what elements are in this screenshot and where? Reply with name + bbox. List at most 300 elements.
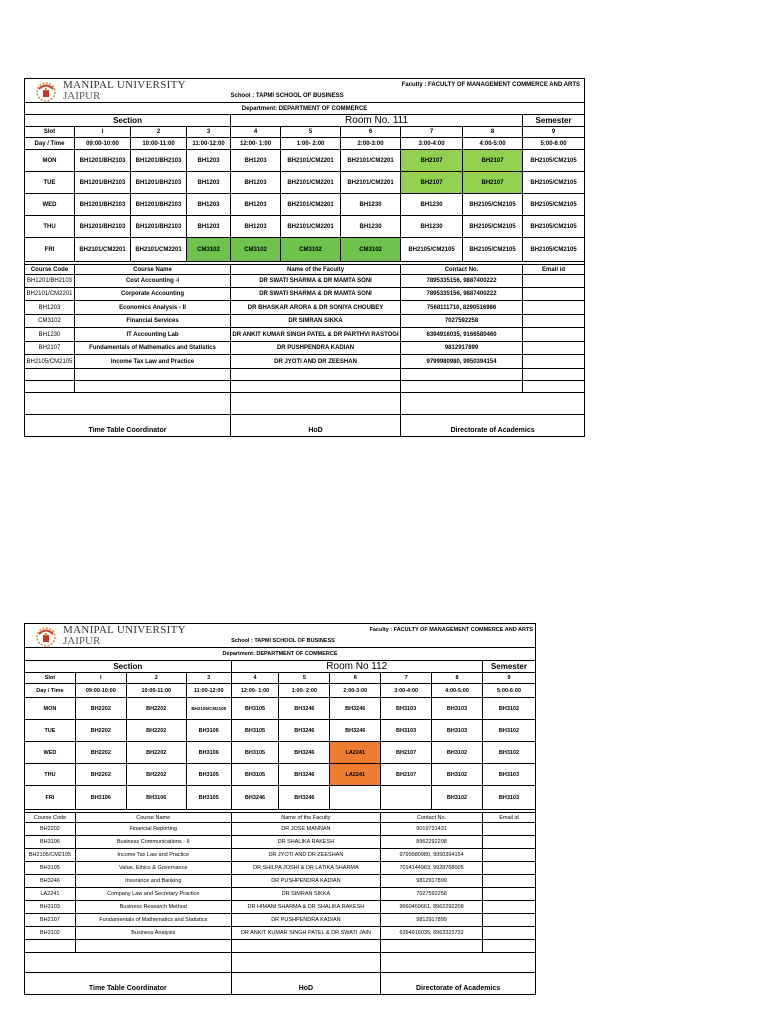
day-name: MON — [25, 150, 75, 172]
contact-header: Contact No. — [381, 813, 483, 823]
course-name: Business Research Method — [75, 901, 231, 914]
contact-number: 7568111710, 8290516986 — [401, 301, 523, 315]
email-id — [523, 301, 585, 315]
contact-number: 6394916035, 8963323732 — [381, 927, 483, 940]
slot-cell: BH2107 — [381, 742, 432, 764]
slot-cell: BH2105/CM2105 — [463, 216, 523, 238]
slot-cell: BH3102 — [432, 786, 483, 810]
slot-number: 8 — [432, 673, 483, 684]
email-id — [482, 836, 535, 849]
section-label: Section — [25, 661, 232, 673]
university-campus: JAIPUR — [63, 634, 101, 647]
section-label: Section — [25, 115, 231, 127]
slot-cell: BH2107 — [463, 172, 523, 194]
slot-cell: BH3105 — [186, 786, 231, 810]
course-code: BH2202 — [25, 823, 76, 836]
slot-cell: BH1230 — [401, 216, 463, 238]
course-code: BH2101/CM2201 — [25, 288, 75, 301]
signature-box — [381, 953, 536, 973]
slot-cell: BH3246 — [279, 742, 330, 764]
slot-cell: BH3102 — [482, 720, 535, 742]
email-header: Email id — [482, 813, 535, 823]
timetable-coordinator-signature: Time Table Coordinator — [25, 973, 232, 995]
slot-cell: BH3246 — [231, 786, 279, 810]
time-slot: 11:00-12:00 — [187, 138, 231, 150]
university-logo-cell — [25, 624, 232, 648]
slot-cell: BH3103 — [432, 698, 483, 720]
slot-cell: BH3105 — [231, 698, 279, 720]
slot-cell: BH3103 — [482, 764, 535, 786]
contact-number: 9660469661, 8962292208 — [381, 901, 483, 914]
slot-cell: BH2101/CM2201 — [341, 172, 401, 194]
slot-number: 2 — [126, 673, 186, 684]
day-name: FRI — [25, 238, 75, 262]
email-id — [482, 862, 535, 875]
email-id — [523, 328, 585, 342]
contact-header: Contact No. — [401, 265, 523, 275]
slot-cell: BH3106 — [186, 742, 231, 764]
university-name: MANIPAL UNIVERSITY — [63, 78, 186, 91]
time-slot: 12:00- 1:00 — [231, 138, 281, 150]
school-title: School : TAPMI SCHOOL OF BUSINESS — [231, 638, 335, 645]
slot-cell: BH3105 — [231, 742, 279, 764]
signature-row — [25, 973, 536, 995]
university-logo — [25, 625, 231, 647]
course-row — [25, 927, 536, 940]
course-name: Business Communications - II — [75, 836, 231, 849]
time-slot: 12:00- 1:00 — [231, 684, 279, 698]
slot-number: 5 — [279, 673, 330, 684]
directorate-signature: Directorate of Academics — [381, 973, 536, 995]
email-id — [523, 275, 585, 288]
time-slot: 09:00-10:00 — [75, 138, 131, 150]
slot-cell: BH3102 — [432, 742, 483, 764]
email-id — [482, 849, 535, 862]
contact-number: 9019731431 — [381, 823, 483, 836]
time-slot: 2:00-3:00 — [341, 138, 401, 150]
slot-cell: BH1203 — [187, 172, 231, 194]
schedule-row — [25, 194, 585, 216]
signature-box — [231, 393, 401, 415]
header-block — [25, 79, 585, 150]
slot-cell: BH1201/BH2103 — [131, 194, 187, 216]
empty-cell — [401, 369, 523, 381]
contact-number: 7027592258 — [401, 315, 523, 328]
time-slot: 5:00-6:00 — [523, 138, 585, 150]
slot-cell: BH1230 — [341, 194, 401, 216]
faculty-name: DR SWATI SHARMA & DR MAMTA SONI — [231, 288, 401, 301]
time-slot: 1:00- 2:00 — [279, 684, 330, 698]
slot-cell: BH2105/CM2105 — [523, 172, 585, 194]
school-title-cell — [231, 636, 535, 648]
email-id — [482, 901, 535, 914]
hod-signature: HoD — [231, 415, 401, 437]
slot-cell: BH2105/CM2105 — [523, 216, 585, 238]
slot-cell: BH2101/CM2201 — [75, 238, 131, 262]
course-row — [25, 836, 536, 849]
time-slot: 11:00-12:00 — [186, 684, 231, 698]
slot-cell: BH1203 — [231, 150, 281, 172]
slot-cell: BH1201/BH2103 — [75, 172, 131, 194]
slot-number: I — [75, 673, 126, 684]
empty-row — [25, 940, 536, 953]
empty-cell — [25, 940, 76, 953]
faculty-name: DR JYOTI AND DR ZEESHAN — [231, 355, 401, 369]
school-title-cell — [231, 91, 585, 103]
slot-cell: BH2105/CM2105 — [186, 698, 231, 720]
course-name: Income Tax Law and Practice — [75, 849, 231, 862]
empty-cell — [523, 381, 585, 393]
slot-cell: BH3102 — [482, 698, 535, 720]
contact-number: 6394916035, 9166580460 — [401, 328, 523, 342]
slot-cell: BH3246 — [279, 764, 330, 786]
empty-cell — [523, 369, 585, 381]
schedule-row — [25, 150, 585, 172]
contact-number: 9812917899 — [401, 342, 523, 355]
schedule-row — [25, 764, 536, 786]
slot-cell: CM3102 — [281, 238, 341, 262]
slot-cell: BH2107 — [463, 150, 523, 172]
slot-cell: BH1201/BH2103 — [75, 216, 131, 238]
schedule-row — [25, 720, 536, 742]
course-header-row — [25, 813, 536, 823]
empty-cell — [25, 369, 75, 381]
daytime-label: Day / Time — [25, 138, 75, 150]
schedule-row — [25, 238, 585, 262]
slot-cell: CM3102 — [187, 238, 231, 262]
course-name: Corporate Accounting — [75, 288, 231, 301]
empty-row — [25, 369, 585, 381]
slot-cell: BH1201/BH2103 — [131, 216, 187, 238]
time-slot: 5:00-6:00 — [482, 684, 535, 698]
slot-number: I — [75, 127, 131, 138]
course-table — [25, 810, 536, 995]
course-name: Value, Ethics & Governance — [75, 862, 231, 875]
email-id — [523, 342, 585, 355]
course-name-header: Course Name — [75, 265, 231, 275]
course-name: Economics Analysis - II — [75, 301, 231, 315]
slot-cell: BH2202 — [75, 742, 126, 764]
timetable-sheet — [24, 78, 584, 437]
slot-cell: BH2105/CM2105 — [463, 238, 523, 262]
slot-number: 3 — [186, 673, 231, 684]
course-row — [25, 914, 536, 927]
slot-cell: BH2202 — [126, 720, 186, 742]
course-row — [25, 901, 536, 914]
slot-cell: CM3102 — [341, 238, 401, 262]
course-row — [25, 888, 536, 901]
slot-cell: BH3105 — [186, 764, 231, 786]
email-id — [482, 875, 535, 888]
contact-number: 9812917899 — [381, 914, 483, 927]
empty-cell — [482, 940, 535, 953]
hod-signature: HoD — [231, 973, 381, 995]
course-row — [25, 275, 585, 288]
university-logo-cell — [25, 79, 231, 103]
course-code: BH3102 — [25, 927, 76, 940]
slot-cell: BH3106 — [126, 786, 186, 810]
slot-cell — [381, 786, 432, 810]
course-name: Fundamentals of Mathematics and Statistics — [75, 914, 231, 927]
directorate-signature: Directorate of Academics — [401, 415, 585, 437]
slot-cell: BH2202 — [126, 742, 186, 764]
contact-number: 7895335156, 9887400222 — [401, 275, 523, 288]
course-code-header: Course Code — [25, 265, 75, 275]
course-name: Financial Reporting — [75, 823, 231, 836]
day-name: FRI — [25, 786, 76, 810]
time-slot: 3:00-4:00 — [381, 684, 432, 698]
faculty-header: Name of the Faculty — [231, 265, 401, 275]
email-id — [523, 355, 585, 369]
empty-cell — [231, 381, 401, 393]
email-id — [482, 823, 535, 836]
slot-cell: BH3103 — [381, 698, 432, 720]
faculty-name: DR PUSHPENDRA KADIAN — [231, 914, 381, 927]
course-code: BH1203 — [25, 301, 75, 315]
contact-number: 7895335156, 9887400222 — [401, 288, 523, 301]
empty-cell — [231, 369, 401, 381]
empty-cell — [401, 381, 523, 393]
slot-cell: BH2107 — [381, 764, 432, 786]
signature-box — [231, 953, 381, 973]
slot-cell: BH1230 — [401, 194, 463, 216]
semester-label: Semester — [482, 661, 535, 673]
slot-cell: BH3246 — [279, 786, 330, 810]
time-slot: 3:00-4:00 — [401, 138, 463, 150]
course-code: BH2107 — [25, 914, 76, 927]
day-name: TUE — [25, 720, 76, 742]
day-name: MON — [25, 698, 76, 720]
slot-cell: BH2202 — [126, 698, 186, 720]
slot-cell: BH3246 — [279, 720, 330, 742]
slot-cell: BH1203 — [231, 216, 281, 238]
course-row — [25, 875, 536, 888]
slot-cell: BH1201/BH2103 — [75, 150, 131, 172]
course-row — [25, 328, 585, 342]
slot-cell: BH3106 — [186, 720, 231, 742]
slot-number: 7 — [381, 673, 432, 684]
slot-number: 7 — [401, 127, 463, 138]
signature-blank-row — [25, 953, 536, 973]
course-code: CM3102 — [25, 315, 75, 328]
schedule-row — [25, 216, 585, 238]
slot-label: Slot — [25, 127, 75, 138]
course-row — [25, 315, 585, 328]
day-name: THU — [25, 216, 75, 238]
slot-cell: BH1203 — [187, 150, 231, 172]
email-header: Email id — [523, 265, 585, 275]
course-header-row — [25, 265, 585, 275]
slot-cell: BH2101/CM2201 — [281, 172, 341, 194]
timetable-sheet — [24, 623, 536, 995]
slot-cell: BH3246 — [330, 698, 381, 720]
course-name: Company Law and Secretary Practice — [75, 888, 231, 901]
slot-cell: BH3103 — [432, 720, 483, 742]
empty-row — [25, 381, 585, 393]
course-code-header: Course Code — [25, 813, 76, 823]
contact-number: 7027592258 — [381, 888, 483, 901]
course-name: Financial Services — [75, 315, 231, 328]
slot-cell: BH2105/CM2105 — [523, 194, 585, 216]
empty-cell — [75, 381, 231, 393]
slot-number: 6 — [330, 673, 381, 684]
department-title: Department: DEPARTMENT OF COMMERCE — [25, 648, 536, 661]
slot-cell: BH1203 — [231, 194, 281, 216]
day-name: WED — [25, 194, 75, 216]
slot-cell: BH1203 — [231, 172, 281, 194]
course-code: BH3246 — [25, 875, 76, 888]
course-row — [25, 288, 585, 301]
faculty-name: DR SIMRAN SIKKA — [231, 888, 381, 901]
university-crest-icon — [35, 625, 57, 647]
timetable-coordinator-signature: Time Table Coordinator — [25, 415, 231, 437]
timetable-grid — [24, 623, 536, 995]
faculty-name: DR JYOTI AND DR ZEESHAN — [231, 849, 381, 862]
slot-cell: BH2202 — [126, 764, 186, 786]
contact-number: 9799980980, 9950394154 — [401, 355, 523, 369]
day-name: TUE — [25, 172, 75, 194]
slot-cell — [330, 786, 381, 810]
course-row — [25, 355, 585, 369]
empty-cell — [75, 369, 231, 381]
slot-cell: BH1203 — [187, 194, 231, 216]
faculty-header: Name of the Faculty — [231, 813, 381, 823]
university-logo — [25, 80, 231, 102]
faculty-title: Faculty : FACULTY OF MANAGEMENT COMMERCE AND ARTS — [231, 79, 585, 91]
room-number: Room No 112 — [231, 661, 482, 673]
slot-cell: BH3103 — [482, 786, 535, 810]
faculty-title: Faculty : FACULTY OF MANAGEMENT COMMERCE AND ARTS — [231, 624, 535, 636]
course-code: BH3106 — [25, 836, 76, 849]
course-name: Fundamentals of Mathematics and Statistics — [75, 342, 231, 355]
course-code: BH2105/CM2105 — [25, 849, 76, 862]
schedule-row — [25, 786, 536, 810]
faculty-name: DR SWATI SHARMA & DR MAMTA SONI — [231, 275, 401, 288]
contact-number: 8962292208 — [381, 836, 483, 849]
slot-cell: BH1203 — [187, 216, 231, 238]
schedule-row — [25, 698, 536, 720]
slot-cell: BH3103 — [381, 720, 432, 742]
empty-cell — [231, 940, 381, 953]
schedule-body — [25, 150, 585, 262]
slot-cell: BH3105 — [231, 764, 279, 786]
course-row — [25, 862, 536, 875]
email-id — [482, 914, 535, 927]
day-name: THU — [25, 764, 76, 786]
course-table — [25, 262, 585, 437]
slot-cell: BH3105 — [231, 720, 279, 742]
signature-box — [25, 953, 232, 973]
slot-cell: BH3102 — [432, 764, 483, 786]
course-name-header: Course Name — [75, 813, 231, 823]
course-row — [25, 342, 585, 355]
slot-cell: BH2101/CM2201 — [281, 150, 341, 172]
schedule-body — [25, 698, 536, 810]
slot-number: 8 — [463, 127, 523, 138]
slot-cell: LA2241 — [330, 764, 381, 786]
signature-blank-row — [25, 393, 585, 415]
slot-cell: BH2107 — [401, 172, 463, 194]
faculty-name: DR PUSHPENDRA KADIAN — [231, 875, 381, 888]
header-block — [25, 624, 536, 698]
signature-box — [401, 393, 585, 415]
slot-cell: BH1201/BH2103 — [75, 194, 131, 216]
course-row — [25, 301, 585, 315]
slot-number: 4 — [231, 673, 279, 684]
empty-cell — [381, 940, 483, 953]
faculty-name: DR SIMRAN SIKKA — [231, 315, 401, 328]
email-id — [523, 315, 585, 328]
slot-cell: BH3106 — [75, 786, 126, 810]
course-name: Business Analysis — [75, 927, 231, 940]
slot-number: 5 — [281, 127, 341, 138]
day-name: WED — [25, 742, 76, 764]
email-id — [482, 888, 535, 901]
slot-cell: BH2202 — [75, 764, 126, 786]
faculty-name: DR SHALIKA RAKESH — [231, 836, 381, 849]
slot-cell: BH2202 — [75, 720, 126, 742]
slot-cell: BH2101/CM2201 — [281, 216, 341, 238]
time-slot: 4:00-5:00 — [463, 138, 523, 150]
university-crest-icon — [35, 80, 57, 102]
slot-number: 6 — [341, 127, 401, 138]
slot-cell: BH2105/CM2105 — [523, 238, 585, 262]
contact-number: 7014144963, 9928768005 — [381, 862, 483, 875]
slot-cell: BH3246 — [279, 698, 330, 720]
slot-cell: BH2105/CM2105 — [401, 238, 463, 262]
course-name: Income Tax Law and Practice — [75, 355, 231, 369]
slot-cell: BH1201/BH2103 — [131, 150, 187, 172]
time-slot: 4:00-5:00 — [432, 684, 483, 698]
course-name: Cost Accounting -I — [75, 275, 231, 288]
course-code: BH1230 — [25, 328, 75, 342]
room-number: Room No. 111 — [231, 115, 523, 127]
slot-cell: BH2107 — [401, 150, 463, 172]
slot-cell: BH2101/CM2201 — [131, 238, 187, 262]
slot-cell: BH3102 — [482, 742, 535, 764]
slot-cell: BH2202 — [75, 698, 126, 720]
daytime-label: Day / Time — [25, 684, 76, 698]
time-slot: 1:00- 2:00 — [281, 138, 341, 150]
slot-cell: BH2105/CM2105 — [463, 194, 523, 216]
faculty-name: DR ANKIT KUMAR SINGH PATEL & DR PARTHVI RASTOGI — [231, 328, 401, 342]
university-name: MANIPAL UNIVERSITY — [63, 623, 186, 636]
empty-cell — [25, 381, 75, 393]
slot-number: 9 — [523, 127, 585, 138]
slot-number: 3 — [187, 127, 231, 138]
slot-cell: BH3246 — [330, 720, 381, 742]
contact-number: 9812917899 — [381, 875, 483, 888]
schedule-row — [25, 742, 536, 764]
course-name: Insurance and Banking — [75, 875, 231, 888]
slot-number: 9 — [482, 673, 535, 684]
slot-cell: LA2241 — [330, 742, 381, 764]
slot-number: 2 — [131, 127, 187, 138]
email-id — [523, 288, 585, 301]
time-slot: 09:00-10:00 — [75, 684, 126, 698]
faculty-name: DR PUSHPENDRA KADIAN — [231, 342, 401, 355]
slot-cell: BH2105/CM2105 — [523, 150, 585, 172]
semester-label: Semester — [523, 115, 585, 127]
slot-cell: BH2101/CM2201 — [281, 194, 341, 216]
faculty-name: DR JOSE MANNAN — [231, 823, 381, 836]
course-code: BH2105/CM2105 — [25, 355, 75, 369]
university-campus: JAIPUR — [63, 89, 101, 102]
course-code: LA2241 — [25, 888, 76, 901]
slot-cell: BH2101/CM2201 — [341, 150, 401, 172]
course-code: BH1201/BH2103 — [25, 275, 75, 288]
faculty-name: DR SHILPA JOSHI & DR LATIKA SHARMA — [231, 862, 381, 875]
